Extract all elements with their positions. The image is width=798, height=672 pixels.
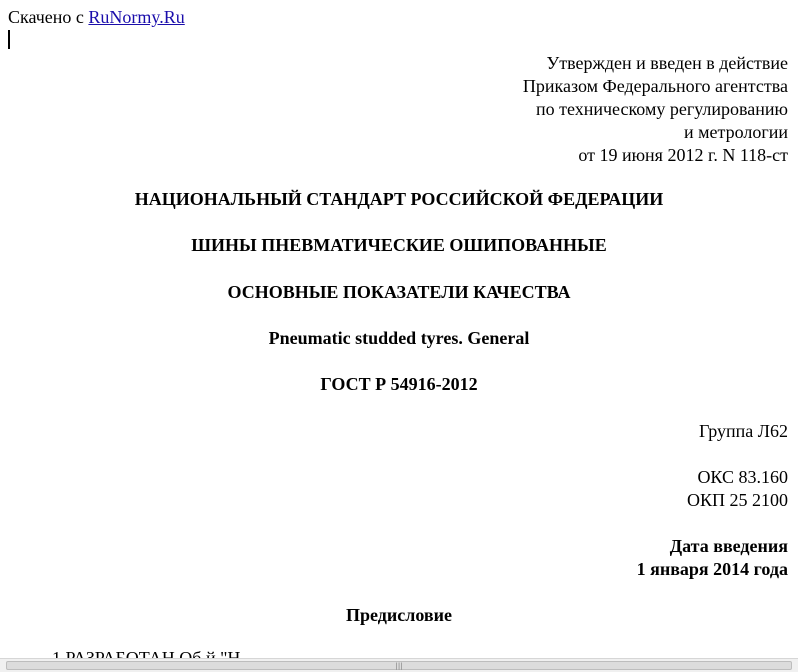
effective-date-value: 1 января 2014 года	[636, 559, 788, 579]
approval-line: от 19 июня 2012 г. N 118-ст	[578, 145, 788, 165]
source-link[interactable]: RuNormy.Ru	[88, 7, 185, 27]
national-standard-title: НАЦИОНАЛЬНЫЙ СТАНДАРТ РОССИЙСКОЙ ФЕДЕРАЦИИ	[134, 189, 664, 209]
approval-line: по техническому регулированию	[535, 99, 788, 119]
classification-codes	[428, 466, 788, 512]
grip-icon: |||	[395, 662, 403, 670]
oks-code: ОКС 83.160	[697, 467, 788, 487]
group-code: Группа Л62	[699, 421, 788, 441]
effective-date-block	[428, 535, 788, 581]
foreword-title: Предисловие	[346, 605, 452, 625]
standard-name-ru: ШИНЫ ПНЕВМАТИЧЕСКИЕ ОШИПОВАННЫЕ	[191, 235, 607, 255]
gost-code: ГОСТ Р 54916-2012	[320, 374, 478, 394]
standard-name-en: Pneumatic studded tyres. General	[268, 328, 530, 348]
approval-line: Утвержден и введен в действие	[546, 53, 788, 73]
download-source-line	[8, 6, 185, 28]
text-cursor	[8, 30, 10, 49]
scrollbar-thumb[interactable]	[6, 661, 792, 670]
approval-block	[368, 52, 788, 167]
approval-line: Приказом Федерального агентства	[522, 76, 788, 96]
approval-line: и метрологии	[684, 122, 788, 142]
download-prefix-text: Скачено с	[8, 7, 89, 27]
horizontal-scrollbar[interactable]	[0, 658, 798, 672]
standard-subtitle-ru: ОСНОВНЫЕ ПОКАЗАТЕЛИ КАЧЕСТВА	[227, 282, 571, 302]
effective-date-label: Дата введения	[669, 536, 788, 556]
okp-code: ОКП 25 2100	[686, 490, 788, 510]
